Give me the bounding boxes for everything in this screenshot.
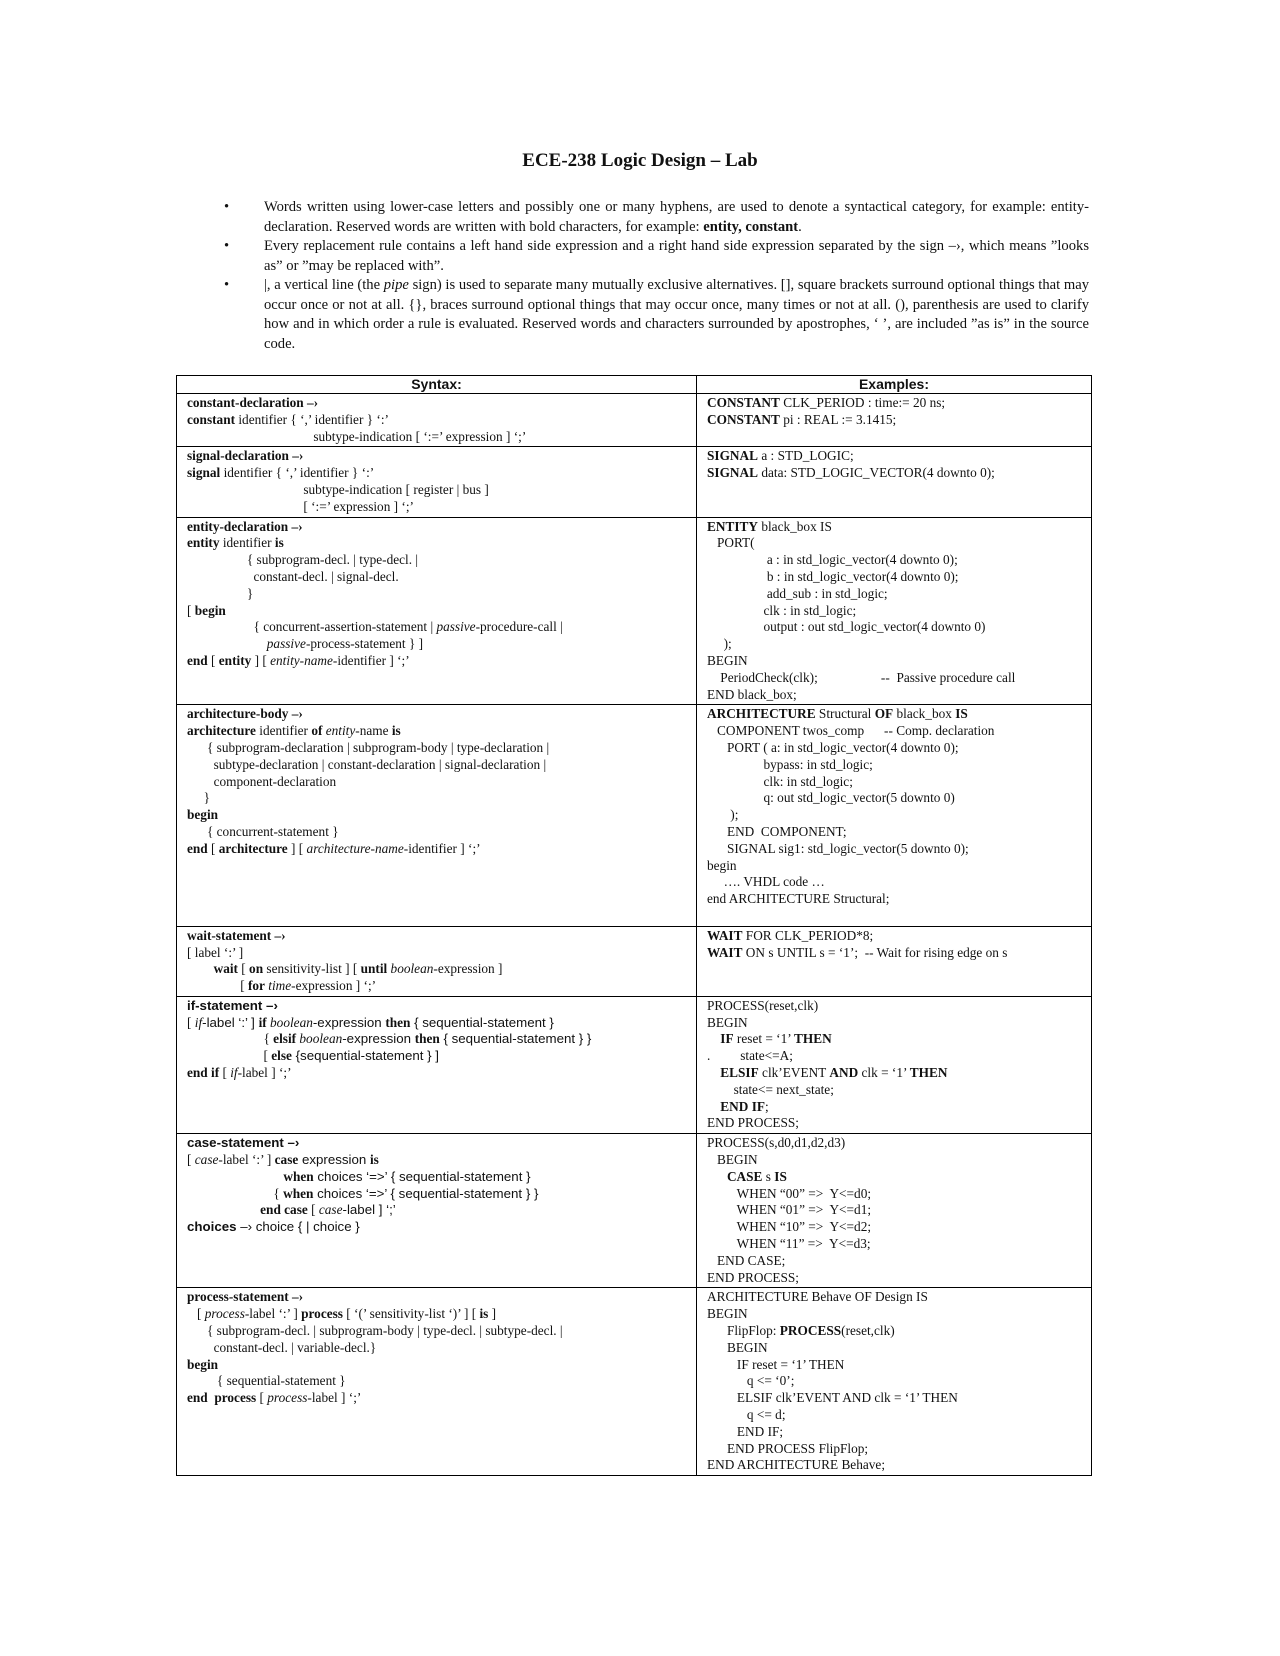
code-text: a : in std_logic_vector(4 downto 0); bbox=[707, 552, 958, 568]
italic-term: time bbox=[268, 978, 292, 994]
example-cell bbox=[697, 926, 1092, 996]
keyword: when bbox=[283, 1185, 314, 1201]
keyword: PROCESS bbox=[779, 1323, 842, 1339]
table-row-constant bbox=[177, 394, 1092, 447]
code-text: a : STD_LOGIC; bbox=[758, 448, 854, 464]
code-text: PeriodCheck(clk); -- Passive procedure call bbox=[707, 669, 1016, 685]
rule-name: wait-statement –› bbox=[187, 927, 286, 943]
rule-text: -label ] ‘;’ bbox=[307, 1390, 362, 1406]
keyword: end bbox=[187, 652, 208, 668]
code-text: ; bbox=[765, 1098, 769, 1114]
rule-text: identifier { ‘,’ identifier } ‘:’ bbox=[235, 411, 389, 427]
examples-header: Examples: bbox=[697, 376, 1092, 394]
rule-text: -label ‘:’ ] bbox=[218, 1152, 275, 1168]
example-cell bbox=[697, 447, 1092, 517]
italic-term: case bbox=[194, 1152, 219, 1168]
rule-text: [ bbox=[207, 652, 219, 668]
keyword: on bbox=[249, 961, 264, 977]
code-text: PORT( bbox=[707, 535, 755, 551]
keyword: end case bbox=[260, 1202, 308, 1218]
rule-text: -procedure-call | bbox=[475, 619, 563, 635]
keyword: entity bbox=[218, 652, 252, 668]
syntax-cell bbox=[177, 1288, 697, 1476]
rule-text: -label ] ‘;’ bbox=[237, 1065, 292, 1081]
rule-text: -expression ] bbox=[433, 961, 503, 977]
code-text: FOR CLK_PERIOD*8; bbox=[742, 927, 874, 943]
code-text: reset = ‘1’ bbox=[733, 1031, 795, 1047]
rule-text: -identifier ] ‘;’ bbox=[332, 652, 410, 668]
code-text: …. VHDL code … bbox=[707, 874, 825, 890]
code-text: BEGIN bbox=[707, 1152, 758, 1168]
rule-text: identifier bbox=[219, 535, 275, 551]
rule-text: -label ‘:’ ] bbox=[244, 1306, 302, 1322]
code-text: state<= next_state; bbox=[707, 1081, 834, 1097]
rule-text: } bbox=[187, 585, 254, 601]
code-text: WHEN “11” => Y<=d3; bbox=[707, 1236, 871, 1252]
keyword: IS bbox=[955, 706, 968, 722]
italic-term: boolean bbox=[299, 1031, 343, 1047]
code-text: WHEN “00” => Y<=d0; bbox=[707, 1185, 872, 1201]
rule-text: { concurrent-assertion-statement | bbox=[187, 619, 437, 635]
rule-text: [ bbox=[187, 1014, 195, 1030]
rule-text: -expression bbox=[312, 1014, 386, 1030]
rule-text: } bbox=[187, 790, 211, 806]
rule-text: component-declaration bbox=[187, 773, 337, 789]
rules-list bbox=[224, 198, 1089, 354]
rule-name: constant-declaration –› bbox=[187, 395, 319, 410]
keyword: entity bbox=[187, 535, 220, 551]
code-text: PROCESS(s,d0,d1,d2,d3) bbox=[707, 1135, 846, 1151]
syntax-cell bbox=[177, 517, 697, 705]
rule-text: [ bbox=[187, 978, 248, 994]
code-text: BEGIN bbox=[707, 1306, 748, 1322]
rule-name: if-statement –› bbox=[187, 997, 278, 1013]
italic-term: process bbox=[267, 1390, 308, 1406]
keyword: begin bbox=[187, 1356, 219, 1372]
rule-text: -name bbox=[355, 723, 392, 739]
keyword: END IF bbox=[720, 1098, 765, 1114]
bullet-italic: pipe bbox=[383, 277, 409, 293]
code-text: END COMPONENT; bbox=[707, 823, 847, 839]
keyword: constant bbox=[187, 411, 236, 427]
bullet-marker: • bbox=[224, 277, 230, 293]
rule-text: [ bbox=[187, 1152, 195, 1168]
code-text: BEGIN bbox=[707, 652, 748, 668]
code-text: PROCESS(reset,clk) bbox=[707, 997, 819, 1013]
rule-text: { bbox=[187, 1185, 284, 1201]
rule-text: [ bbox=[219, 1065, 231, 1081]
rule-text: ] [ bbox=[251, 652, 271, 668]
code-text: PORT ( a: in std_logic_vector(4 downto 0); bbox=[707, 739, 959, 755]
rule-name: case-statement –› bbox=[187, 1135, 300, 1151]
italic-term: if bbox=[194, 1014, 203, 1030]
italic-term: process bbox=[204, 1306, 245, 1322]
rule-text: expression bbox=[298, 1152, 370, 1168]
rule-text bbox=[187, 961, 214, 976]
keyword: until bbox=[360, 961, 388, 977]
keyword: signal bbox=[187, 465, 221, 481]
bullet-item bbox=[224, 237, 1089, 276]
table-row-signal bbox=[177, 447, 1092, 517]
keyword: CONSTANT bbox=[707, 411, 780, 427]
rule-text: –› choice { | choice } bbox=[236, 1219, 360, 1235]
table-row-case bbox=[177, 1134, 1092, 1288]
rule-text: [ ‘(’ sensitivity-list ‘)’ ] [ bbox=[342, 1306, 480, 1322]
keyword: is bbox=[479, 1306, 489, 1322]
keyword: OF bbox=[874, 706, 894, 722]
code-text: ); bbox=[707, 807, 739, 823]
code-text: ELSIF clk’EVENT AND clk = ‘1’ THEN bbox=[707, 1390, 958, 1406]
keyword: end bbox=[187, 840, 208, 856]
keyword: IS bbox=[774, 1168, 787, 1184]
example-cell bbox=[697, 394, 1092, 447]
code-text bbox=[707, 1169, 727, 1184]
bullet-text: Every replacement rule contains a left hand side expression and a right hand side expression separated by the sign –›, which means ”looks as” or ”may be replaced with”. bbox=[264, 238, 1089, 274]
bullet-marker: • bbox=[224, 238, 230, 254]
rule-name: entity-declaration –› bbox=[187, 518, 303, 534]
code-text: (reset,clk) bbox=[841, 1323, 895, 1339]
table-row-architecture bbox=[177, 705, 1092, 926]
rule-text: constant-decl. | variable-decl.} bbox=[187, 1339, 377, 1355]
rule-text bbox=[187, 636, 267, 651]
italic-term: if bbox=[230, 1065, 238, 1081]
code-text: BEGIN bbox=[707, 1014, 748, 1030]
code-text: WHEN “10” => Y<=d2; bbox=[707, 1219, 872, 1235]
keyword: is bbox=[391, 723, 401, 739]
bullet-text: |, a vertical line (the bbox=[264, 277, 384, 293]
italic-term: passive bbox=[436, 619, 476, 635]
keyword: begin bbox=[194, 602, 226, 618]
code-text: . state<=A; bbox=[707, 1048, 793, 1064]
code-text: data: STD_LOGIC_VECTOR(4 downto 0); bbox=[758, 465, 995, 481]
italic-term: entity-name bbox=[270, 652, 333, 668]
keyword: choices bbox=[187, 1219, 237, 1235]
keyword: ARCHITECTURE bbox=[707, 706, 816, 722]
code-text: pi : REAL := 3.1415; bbox=[779, 411, 897, 427]
code-text: add_sub : in std_logic; bbox=[707, 585, 888, 601]
code-text: END PROCESS; bbox=[707, 1269, 799, 1285]
code-text: CLK_PERIOD : time:= 20 ns; bbox=[779, 395, 946, 410]
italic-term: entity bbox=[325, 723, 356, 739]
code-text: Structural bbox=[815, 706, 875, 722]
rule-text: {sequential-statement } ] bbox=[291, 1048, 440, 1064]
rule-text: [ bbox=[187, 1306, 205, 1322]
syntax-header: Syntax: bbox=[177, 376, 697, 394]
rule-text: { concurrent-statement } bbox=[187, 823, 339, 839]
code-text: END CASE; bbox=[707, 1252, 786, 1268]
code-text: bypass: in std_logic; bbox=[707, 756, 873, 772]
bullet-item bbox=[224, 276, 1089, 354]
italic-term: passive bbox=[266, 636, 306, 652]
keyword: WAIT bbox=[707, 927, 743, 943]
syntax-cell bbox=[177, 996, 697, 1133]
keyword: architecture bbox=[218, 840, 288, 856]
rule-text: [ bbox=[187, 1048, 272, 1064]
rule-text: [ ‘:=’ expression ] ‘;’ bbox=[187, 498, 414, 514]
code-text: b : in std_logic_vector(4 downto 0); bbox=[707, 568, 959, 584]
code-text: ARCHITECTURE Behave OF Design IS bbox=[707, 1289, 928, 1305]
code-text: begin bbox=[707, 857, 737, 873]
rule-text: sensitivity-list ] [ bbox=[263, 961, 361, 977]
table-header-row bbox=[177, 376, 1092, 394]
keyword: case bbox=[274, 1152, 299, 1168]
code-text: ); bbox=[707, 636, 732, 652]
syntax-cell bbox=[177, 394, 697, 447]
code-text: end ARCHITECTURE Structural; bbox=[707, 891, 890, 907]
rule-text: subtype-indication [ ‘:=’ expression ] ‘;’ bbox=[187, 428, 527, 444]
keyword: CASE bbox=[726, 1168, 763, 1184]
page-title: ECE-238 Logic Design – Lab bbox=[522, 150, 758, 171]
bullet-text: . bbox=[798, 218, 802, 235]
rule-text: -identifier ] ‘;’ bbox=[403, 840, 481, 856]
rule-text: { subprogram-decl. | type-decl. | bbox=[187, 552, 419, 568]
keyword: then bbox=[385, 1014, 411, 1030]
keyword: when bbox=[283, 1168, 314, 1184]
keyword: SIGNAL bbox=[707, 465, 758, 481]
keyword: THEN bbox=[794, 1031, 832, 1047]
rule-text: [ bbox=[237, 961, 250, 977]
bullet-text: sign) is used to separate many mutually exclusive alternatives. [], square brackets surround optional things that may occur once or not at all. {}, braces surround optional things that may occur once, many times or not at all. (), parenthesis are used to clarify how and in which order a rule is evaluated. Reserved words and characters surrounded by apostrophes, ‘ ’, are included ”as is” in the source code. bbox=[264, 277, 1089, 352]
rule-text: [ bbox=[187, 602, 195, 618]
rule-text: { sequential-statement } bbox=[187, 1373, 346, 1389]
italic-term: boolean bbox=[270, 1014, 313, 1030]
rule-text bbox=[187, 1169, 283, 1184]
rule-text: ] bbox=[488, 1306, 497, 1322]
rule-text: -process-statement } ] bbox=[305, 636, 424, 652]
rule-text: identifier bbox=[255, 723, 312, 739]
keyword: WAIT bbox=[707, 944, 743, 960]
keyword: IF bbox=[720, 1031, 734, 1047]
example-cell bbox=[697, 517, 1092, 705]
keyword: if bbox=[258, 1014, 267, 1030]
example-cell bbox=[697, 1288, 1092, 1476]
rule-text: choices ‘=>’ { sequential-statement } bbox=[313, 1168, 531, 1184]
rule-text: { sequential-statement } } bbox=[439, 1031, 592, 1047]
code-text: black_box bbox=[893, 706, 956, 722]
rule-text: [ label ‘:’ ] bbox=[187, 944, 244, 960]
rule-text: { bbox=[187, 1031, 274, 1047]
keyword: begin bbox=[187, 807, 219, 823]
table-row-entity bbox=[177, 517, 1092, 705]
bullet-marker: • bbox=[224, 199, 230, 215]
rule-text: { sequential-statement } bbox=[410, 1014, 554, 1030]
rule-text: choices ‘=>’ { sequential-statement } } bbox=[313, 1185, 539, 1201]
keyword: is bbox=[274, 535, 284, 551]
keyword: architecture bbox=[187, 723, 256, 739]
rule-text: subtype-indication [ register | bus ] bbox=[187, 481, 489, 497]
bullet-keyword: entity, constant bbox=[703, 218, 799, 235]
keyword: else bbox=[271, 1048, 292, 1064]
rule-name: signal-declaration –› bbox=[187, 448, 304, 464]
rule-text: -label ] ‘;’ bbox=[342, 1202, 396, 1218]
code-text: END ARCHITECTURE Behave; bbox=[707, 1457, 886, 1473]
code-text: END black_box; bbox=[707, 686, 797, 702]
rule-text: -expression bbox=[342, 1031, 415, 1047]
keyword: elsif bbox=[273, 1031, 297, 1047]
keyword: CONSTANT bbox=[707, 395, 780, 410]
code-text: COMPONENT twos_comp -- Comp. declaration bbox=[707, 723, 995, 739]
code-text bbox=[707, 1031, 720, 1046]
syntax-cell bbox=[177, 447, 697, 517]
rule-text: -label ‘:’ ] bbox=[202, 1014, 259, 1030]
code-text: clk : in std_logic; bbox=[707, 602, 857, 618]
table-row-wait bbox=[177, 926, 1092, 996]
rule-text: constant-decl. | signal-decl. bbox=[187, 568, 399, 584]
bullet-text: Words written using lower-case letters and possibly one or many hyphens, are used to denote a syntactical category, for example: entity-declaration. Reserved words are written with bold characters, for example: bbox=[264, 199, 1089, 235]
keyword: is bbox=[369, 1152, 379, 1168]
code-text: END PROCESS FlipFlop; bbox=[707, 1440, 869, 1456]
syntax-cell bbox=[177, 1134, 697, 1288]
rule-text: { subprogram-declaration | subprogram-body | type-declaration | bbox=[187, 739, 550, 755]
code-text: q <= ‘0’; bbox=[707, 1373, 795, 1389]
code-text: FlipFlop: bbox=[707, 1323, 780, 1339]
keyword: then bbox=[414, 1031, 440, 1047]
keyword: of bbox=[311, 723, 323, 739]
rule-text: [ bbox=[256, 1390, 268, 1406]
rule-name: process-statement –› bbox=[187, 1289, 304, 1305]
rule-text: ] [ bbox=[287, 840, 307, 856]
rule-text: { subprogram-decl. | subprogram-body | type-decl. | subtype-decl. | bbox=[187, 1323, 563, 1339]
rule-name: architecture-body –› bbox=[187, 706, 303, 722]
italic-term: architecture-name bbox=[306, 840, 404, 856]
code-text: output : out std_logic_vector(4 downto 0) bbox=[707, 619, 986, 635]
rule-text: -expression ] ‘;’ bbox=[291, 978, 377, 994]
code-text: s bbox=[762, 1168, 775, 1184]
keyword: ENTITY bbox=[707, 518, 758, 534]
code-text bbox=[707, 1099, 720, 1114]
keyword: end bbox=[187, 1390, 215, 1406]
code-text: BEGIN bbox=[707, 1339, 768, 1355]
rule-text bbox=[187, 1202, 260, 1217]
code-text: IF reset = ‘1’ THEN bbox=[707, 1356, 845, 1372]
italic-term: boolean bbox=[390, 961, 434, 977]
italic-term: case bbox=[318, 1202, 343, 1218]
rule-text: [ bbox=[207, 840, 219, 856]
syntax-table bbox=[176, 375, 1092, 1476]
keyword: AND bbox=[829, 1065, 859, 1081]
syntax-cell bbox=[177, 705, 697, 926]
code-text: clk = ‘1’ bbox=[858, 1065, 910, 1081]
code-text: END IF; bbox=[707, 1423, 784, 1439]
code-text: ON s UNTIL s = ‘1’; -- Wait for rising edge on s bbox=[742, 944, 1008, 960]
code-text bbox=[707, 1065, 720, 1080]
table-row-if bbox=[177, 996, 1092, 1133]
keyword: wait bbox=[213, 961, 238, 977]
rule-text: [ bbox=[307, 1202, 319, 1218]
example-cell bbox=[697, 996, 1092, 1133]
code-text: black_box IS bbox=[758, 518, 832, 534]
code-text: SIGNAL sig1: std_logic_vector(5 downto 0); bbox=[707, 840, 969, 856]
code-text: q <= d; bbox=[707, 1407, 786, 1423]
bullet-item bbox=[224, 198, 1089, 237]
code-text: q: out std_logic_vector(5 downto 0) bbox=[707, 790, 955, 806]
keyword: for bbox=[247, 978, 265, 994]
keyword: end if bbox=[187, 1065, 220, 1081]
keyword: THEN bbox=[909, 1065, 948, 1081]
keyword: ELSIF bbox=[720, 1065, 759, 1081]
table-row-process bbox=[177, 1288, 1092, 1476]
rule-text: identifier { ‘,’ identifier } ‘:’ bbox=[220, 465, 375, 481]
code-text: clk’EVENT bbox=[758, 1065, 830, 1081]
code-text: clk: in std_logic; bbox=[707, 773, 853, 789]
keyword: process bbox=[301, 1306, 343, 1322]
code-text: END PROCESS; bbox=[707, 1115, 799, 1131]
example-cell bbox=[697, 705, 1092, 926]
keyword: SIGNAL bbox=[707, 448, 758, 464]
rule-text: subtype-declaration | constant-declaration | signal-declaration | bbox=[187, 756, 547, 772]
code-text: WHEN “01” => Y<=d1; bbox=[707, 1202, 872, 1218]
syntax-cell bbox=[177, 926, 697, 996]
keyword: process bbox=[214, 1390, 257, 1406]
example-cell bbox=[697, 1134, 1092, 1288]
